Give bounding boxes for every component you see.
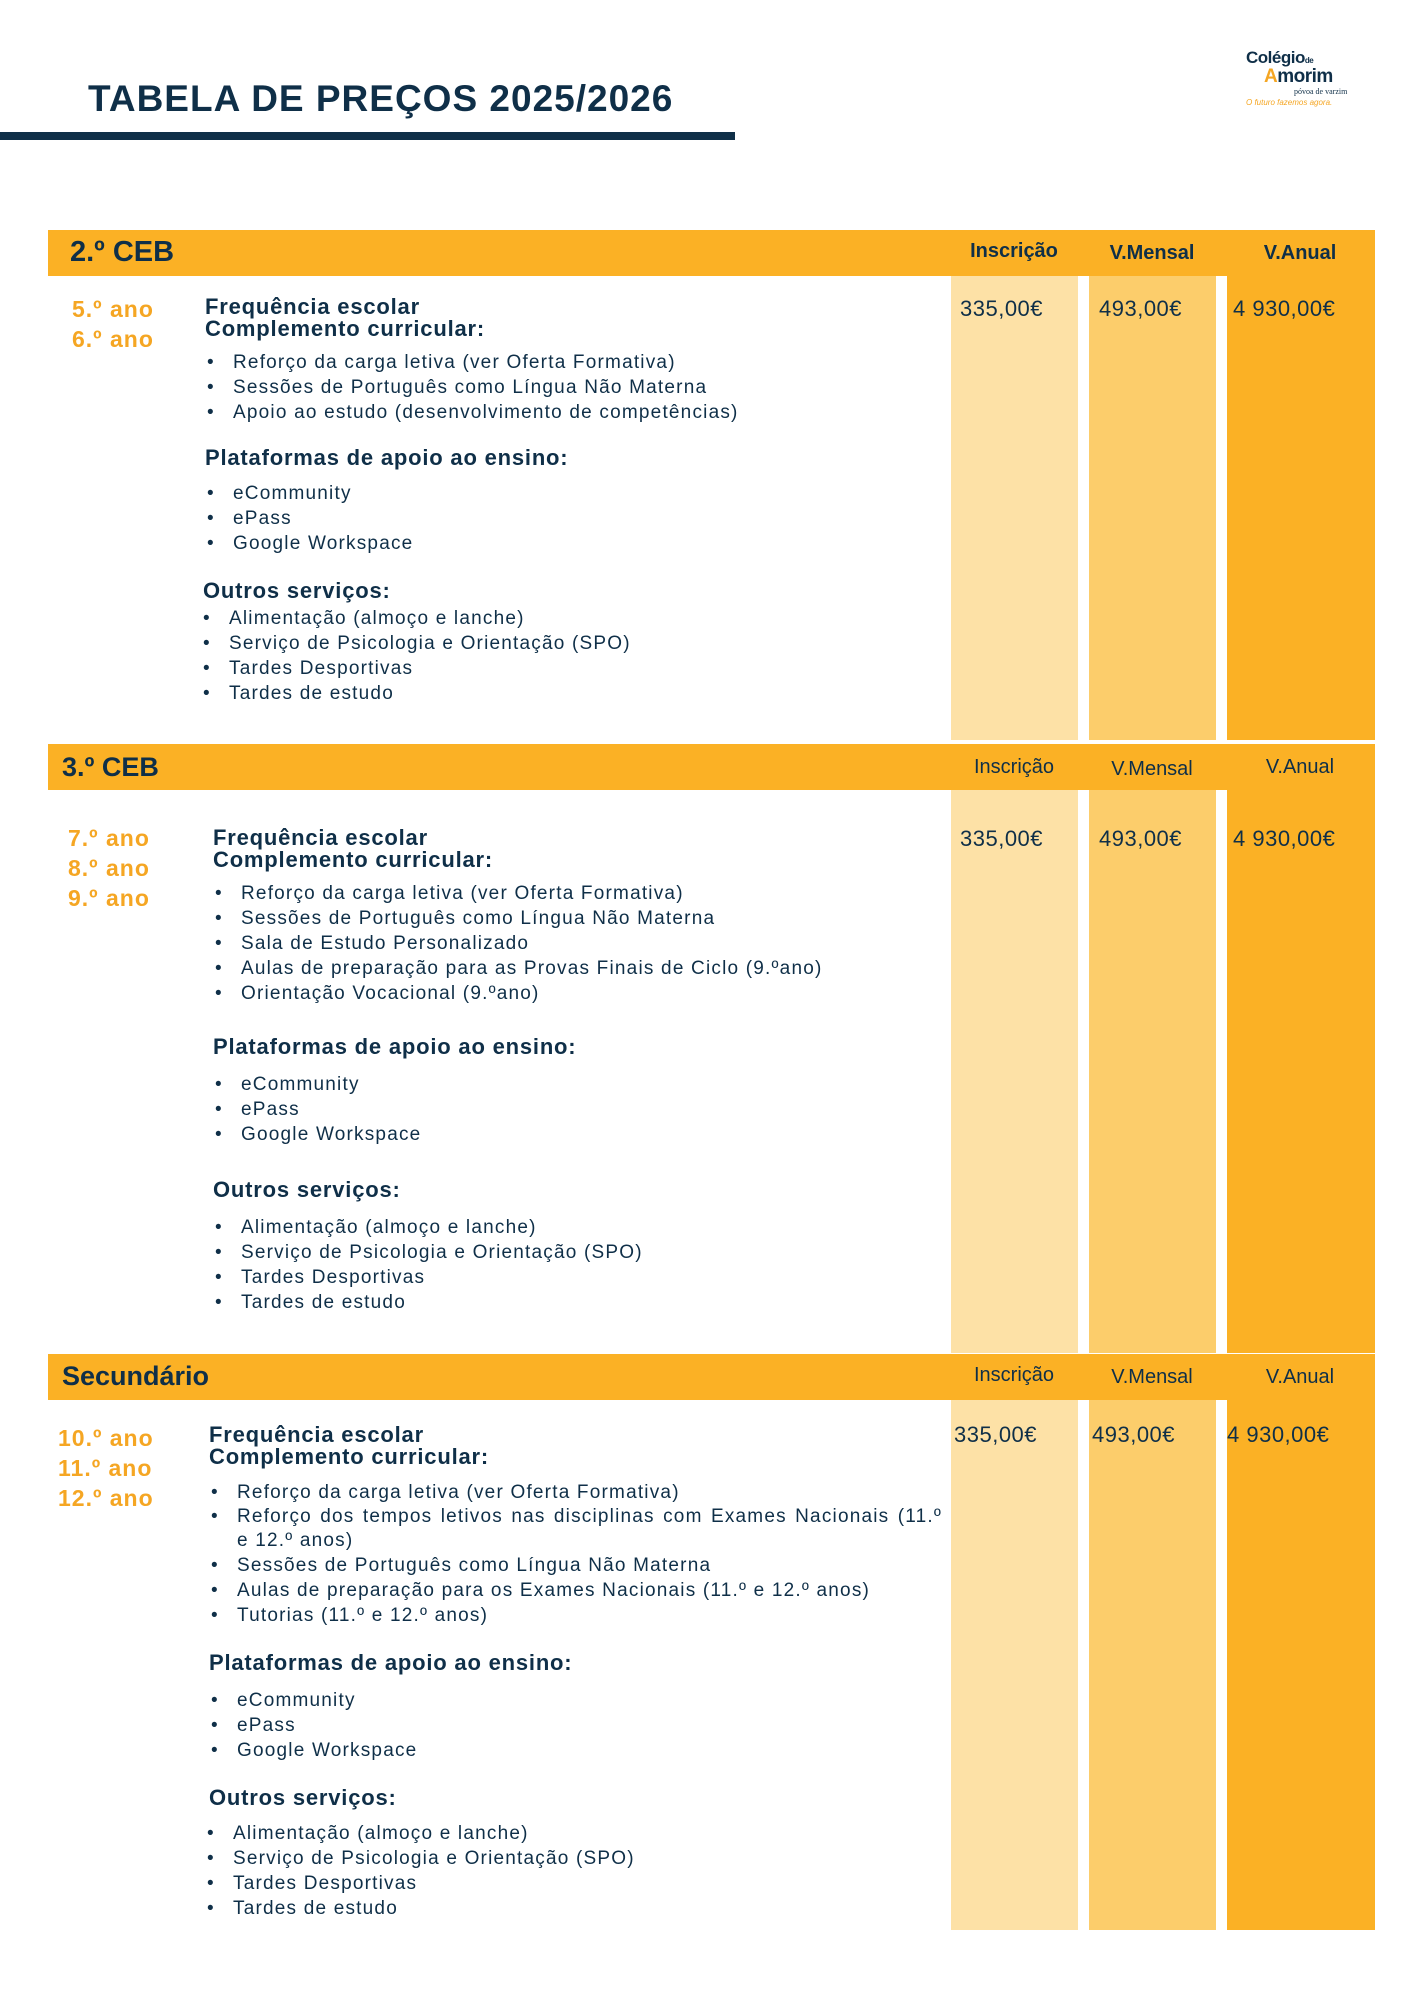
list-item: • Sessões de Português como Língua Não Materna [209,1553,942,1578]
years-list [58,1423,154,1513]
list-item: • eCommunity [213,1072,933,1097]
list-item: • Alimentação (almoço e lanche) [201,606,945,631]
plataformas-list [205,481,945,556]
complemento-list [205,350,945,425]
complemento-list [213,881,933,1006]
outros-list [205,1821,942,1921]
section-title: 3.º CEB [62,752,159,782]
list-item: • Aulas de preparação para as Provas Finais de Ciclo (9.ºano) [213,956,933,981]
section-content [209,1424,942,1921]
section-content [205,296,945,706]
title-underline [0,132,735,140]
mensal-column-bg [1089,270,1216,740]
price-inscricao: 335,00€ [960,826,1044,851]
mensal-column-bg [1089,1400,1216,1930]
year-label: 5.º ano [72,296,154,322]
logo-tagline: O futuro fazemos agora. [1246,98,1333,107]
outros-heading: Outros serviços: [213,1177,401,1202]
plataformas-heading: Plataformas de apoio ao ensino: [213,1034,577,1059]
list-item: • Google Workspace [209,1738,942,1763]
logo-location: póvoa de varzim [1294,87,1348,96]
list-item: • Tardes Desportivas [201,656,945,681]
col-header-mensal: V.Mensal [1111,1366,1193,1388]
outros-list [213,1215,933,1315]
years-list [68,823,150,913]
list-item: • Tutorias (11.º e 12.º anos) [209,1603,942,1628]
list-item: • eCommunity [209,1688,942,1713]
price-inscricao: 335,00€ [960,296,1044,321]
list-item: • Tardes de estudo [201,681,945,706]
col-header-anual: V.Anual [1263,242,1337,264]
complemento-heading: Complemento curricular: [213,847,494,872]
freq-heading: Frequência escolar [213,825,428,850]
price-mensal: 493,00€ [1092,1422,1176,1447]
outros-list [201,606,945,706]
price-anual: 4 930,00€ [1233,296,1336,321]
year-label: 7.º ano [68,825,150,851]
outros-heading: Outros serviços: [209,1785,397,1810]
list-item: • Tardes Desportivas [213,1265,933,1290]
section-content [213,827,933,1315]
list-item: • Reforço da carga letiva (ver Oferta Formativa) [213,881,933,906]
section-title: 2.º CEB [70,236,175,268]
complemento-heading: Complemento curricular: [205,316,486,341]
price-anual: 4 930,00€ [1233,826,1336,851]
list-item: • Reforço da carga letiva (ver Oferta Formativa) [205,350,945,375]
years-list [72,294,154,354]
year-label: 11.º ano [58,1455,153,1481]
list-item: • ePass [213,1097,933,1122]
list-item: • Sessões de Português como Língua Não Materna [213,906,933,931]
col-header-mensal: V.Mensal [1111,758,1193,780]
list-item: • Alimentação (almoço e lanche) [205,1821,942,1846]
list-item: • Sala de Estudo Personalizado [213,931,933,956]
anual-column-bg [1227,1400,1375,1930]
inscricao-column-bg [951,790,1078,1353]
col-header-inscricao: Inscrição [970,240,1058,262]
plataformas-heading: Plataformas de apoio ao ensino: [205,445,569,470]
list-item: • Serviço de Psicologia e Orientação (SPO) [205,1846,942,1871]
list-item: • eCommunity [205,481,945,506]
price-inscricao: 335,00€ [954,1422,1038,1447]
list-item: • Google Workspace [205,531,945,556]
list-item: • Reforço dos tempos letivos nas disciplinas com Exames Nacionais (11.º e 12.º anos) [209,1505,942,1553]
logo-line1: Colégiode [1246,48,1314,67]
list-item: • ePass [209,1713,942,1738]
plataformas-list [213,1072,933,1147]
freq-heading: Frequência escolar [209,1422,424,1447]
plataformas-list [209,1688,942,1763]
inscricao-column-bg [951,270,1078,740]
complemento-heading: Complemento curricular: [209,1444,490,1469]
plataformas-heading: Plataformas de apoio ao ensino: [209,1650,573,1675]
complemento-list [209,1480,942,1628]
price-mensal: 493,00€ [1099,826,1183,851]
col-header-anual: V.Anual [1265,756,1335,778]
page-title: TABELA DE PREÇOS 2025/2026 [88,78,674,119]
list-item: • Google Workspace [213,1122,933,1147]
col-header-inscricao: Inscrição [973,1364,1055,1386]
list-item: • Orientação Vocacional (9.ºano) [213,981,933,1006]
mensal-column-bg [1089,790,1216,1353]
logo-line2: Amorim [1264,66,1333,87]
anual-column-bg [1227,790,1375,1353]
inscricao-column-bg [951,1400,1078,1930]
list-item: • Alimentação (almoço e lanche) [213,1215,933,1240]
freq-heading: Frequência escolar [205,294,420,319]
list-item: • Tardes de estudo [205,1896,942,1921]
list-item: • ePass [205,506,945,531]
anual-column-bg [1227,270,1375,740]
price-anual: 4 930,00€ [1227,1422,1330,1447]
list-item: • Serviço de Psicologia e Orientação (SPO) [201,631,945,656]
list-item: • Reforço da carga letiva (ver Oferta Formativa) [209,1480,942,1505]
year-label: 9.º ano [68,885,150,911]
col-header-inscricao: Inscrição [973,756,1055,778]
price-mensal: 493,00€ [1099,296,1183,321]
list-item: • Apoio ao estudo (desenvolvimento de competências) [205,400,945,425]
outros-heading: Outros serviços: [203,578,391,603]
school-logo [1246,48,1356,118]
list-item: • Sessões de Português como Língua Não Materna [205,375,945,400]
col-header-anual: V.Anual [1265,1366,1335,1388]
list-item: • Serviço de Psicologia e Orientação (SPO) [213,1240,933,1265]
year-label: 6.º ano [72,326,154,352]
list-item: • Tardes Desportivas [205,1871,942,1896]
section-title: Secundário [62,1361,210,1391]
year-label: 10.º ano [58,1425,154,1451]
list-item: • Aulas de preparação para os Exames Nacionais (11.º e 12.º anos) [209,1578,942,1603]
list-item: • Tardes de estudo [213,1290,933,1315]
year-label: 8.º ano [68,855,150,881]
col-header-mensal: V.Mensal [1109,242,1195,264]
year-label: 12.º ano [58,1485,154,1511]
